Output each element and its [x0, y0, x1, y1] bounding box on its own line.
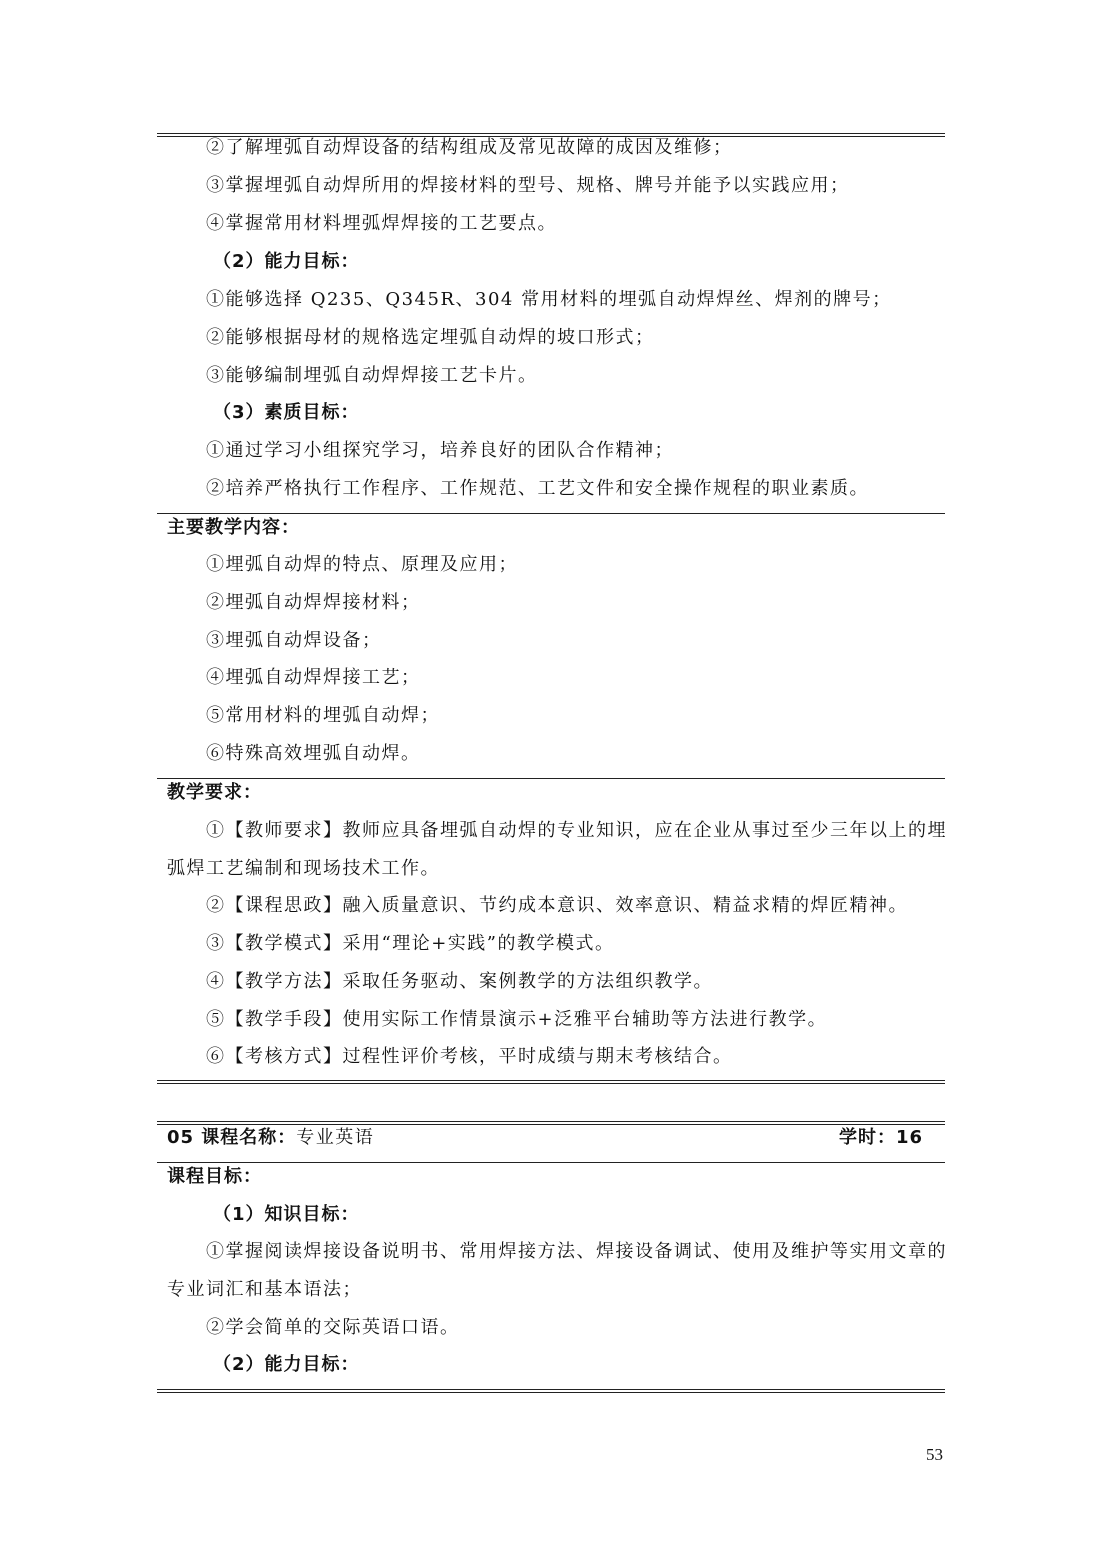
requirements-heading: 教学要求： — [167, 782, 262, 803]
ability-item: ③能够编制埋弧自动焊焊接工艺卡片。 — [206, 365, 538, 386]
content-item: ⑤常用材料的埋弧自动焊； — [206, 705, 440, 726]
course-title-row — [167, 1125, 374, 1151]
ability-item: ①能够选择 Q235、Q345R、304 常用材料的埋弧自动焊焊丝、焊剂的牌号； — [206, 289, 892, 310]
knowledge-item-continuation: 专业词汇和基本语法； — [167, 1279, 362, 1300]
knowledge-heading: （1）知识目标： — [213, 1204, 360, 1225]
requirement-item: ②【课程思政】融入质量意识、节约成本意识、效率意识、精益求精的焊匠精神。 — [206, 895, 908, 916]
section-divider — [157, 1162, 945, 1163]
page-number: 53 — [926, 1445, 943, 1464]
bottom-double-rule — [157, 1389, 945, 1393]
knowledge-item: ④掌握常用材料埋弧焊焊接的工艺要点。 — [206, 213, 557, 234]
requirement-item: ⑤【教学手段】使用实际工作情景演示+泛雅平台辅助等方法进行教学。 — [206, 1009, 828, 1030]
requirement-item: ③【教学模式】采用“理论+实践”的教学模式。 — [206, 933, 615, 954]
ability-heading: （2）能力目标： — [213, 1354, 360, 1375]
content-item: ④埋弧自动焊焊接工艺； — [206, 667, 421, 688]
quality-item: ②培养严格执行工作程序、工作规范、工艺文件和安全操作规程的职业素质。 — [206, 478, 869, 499]
knowledge-item: ②了解埋弧自动焊设备的结构组成及常见故障的成因及维修； — [206, 137, 733, 158]
course-hours: 学时：16 — [839, 1127, 924, 1148]
goals-heading: 课程目标： — [167, 1166, 262, 1187]
content-item: ⑥特殊高效埋弧自动焊。 — [206, 743, 421, 764]
section-divider — [157, 778, 945, 779]
requirement-item: ⑥【考核方式】过程性评价考核，平时成绩与期末考核结合。 — [206, 1046, 733, 1067]
section-end-double-rule — [157, 1080, 945, 1084]
requirement-item: ④【教学方法】采取任务驱动、案例教学的方法组织教学。 — [206, 971, 713, 992]
knowledge-item: ②学会简单的交际英语口语。 — [206, 1317, 460, 1338]
course-number: 05 — [167, 1127, 195, 1148]
content-item: ①埋弧自动焊的特点、原理及应用； — [206, 554, 518, 575]
requirement-item-continuation: 弧焊工艺编制和现场技术工作。 — [167, 858, 440, 879]
course-name-label: 课程名称： — [201, 1127, 297, 1148]
ability-heading: （2）能力目标： — [213, 251, 360, 272]
content-item: ②埋弧自动焊焊接材料； — [206, 592, 421, 613]
knowledge-item: ③掌握埋弧自动焊所用的焊接材料的型号、规格、牌号并能予以实践应用； — [206, 175, 850, 196]
ability-item: ②能够根据母材的规格选定埋弧自动焊的坡口形式； — [206, 327, 655, 348]
content-heading: 主要教学内容： — [167, 517, 300, 538]
requirement-item: ①【教师要求】教师应具备埋弧自动焊的专业知识，应在企业从事过至少三年以上的埋 — [206, 820, 947, 841]
quality-item: ①通过学习小组探究学习，培养良好的团队合作精神； — [206, 440, 674, 461]
content-item: ③埋弧自动焊设备； — [206, 630, 382, 651]
knowledge-item: ①掌握阅读焊接设备说明书、常用焊接方法、焊接设备调试、使用及维护等实用文章的 — [206, 1241, 947, 1262]
quality-heading: （3）素质目标： — [213, 402, 360, 423]
section-divider — [157, 513, 945, 514]
course-name: 专业英语 — [296, 1127, 375, 1148]
